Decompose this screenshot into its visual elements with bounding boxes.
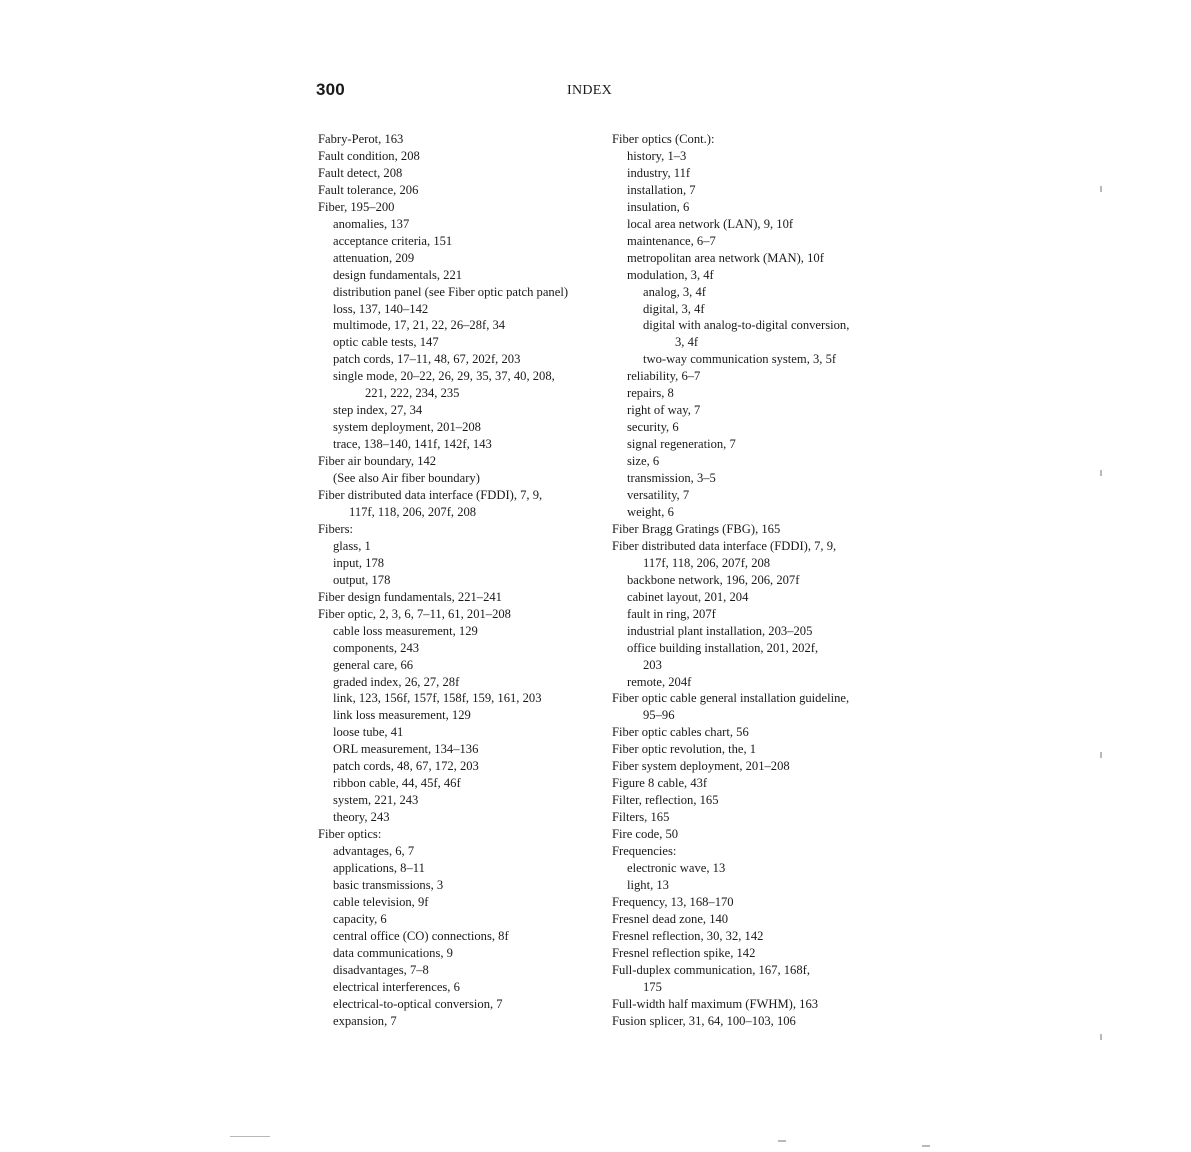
index-entry: Fault condition, 208 [318,148,420,163]
index-entry: disadvantages, 7–8 [333,962,429,977]
index-entry: 117f, 118, 206, 207f, 208 [349,504,477,519]
index-entry: data communications, 9 [333,945,453,960]
index-entry: analog, 3, 4f [643,284,706,299]
page-number: 300 [316,80,345,99]
index-entry: electrical interferences, 6 [333,979,460,994]
index-entry: Fiber Bragg Gratings (FBG), 165 [612,521,781,536]
index-entry: Fresnel reflection, 30, 32, 142 [612,928,764,943]
index-entry: graded index, 26, 27, 28f [333,674,460,689]
index-entry: Fault detect, 208 [318,165,403,180]
index-entry: reliability, 6–7 [627,369,701,384]
index-entry: system deployment, 201–208 [333,420,481,435]
index-entry: Fiber distributed data interface (FDDI), 7, 9, [612,538,837,553]
index-entry: Fusion splicer, 31, 64, 100–103, 106 [612,1013,796,1028]
index-entry: digital with analog-to-digital conversion, [643,318,850,333]
index-entry: expansion, 7 [333,1013,397,1028]
index-entry: Fresnel dead zone, 140 [612,911,729,926]
index-entry: patch cords, 48, 67, 172, 203 [333,759,479,774]
index-entry: loss, 137, 140–142 [333,301,429,316]
index-entry: (See also Air fiber boundary) [333,471,480,486]
index-entry: Fiber optic, 2, 3, 6, 7–11, 61, 201–208 [318,606,511,621]
index-entry: backbone network, 196, 206, 207f [627,572,800,587]
index-entry: Fiber distributed data interface (FDDI), 7, 9, [318,488,543,503]
index-entry: Fault tolerance, 206 [318,182,419,197]
index-entry: installation, 7 [627,182,696,197]
index-entry: multimode, 17, 21, 22, 26–28f, 34 [333,318,506,333]
index-entry: Fiber optics (Cont.): [612,132,715,146]
index-entry: optic cable tests, 147 [333,335,439,350]
index-entry: output, 178 [333,572,391,587]
index-entry: 203 [643,657,662,672]
index-entry: 221, 222, 234, 235 [365,386,460,401]
index-entry: local area network (LAN), 9, 10f [627,216,794,231]
index-entry: modulation, 3, 4f [627,267,714,282]
index-entry: industrial plant installation, 203–205 [627,623,813,638]
index-entry: Fiber design fundamentals, 221–241 [318,589,502,604]
index-entry: metropolitan area network (MAN), 10f [627,250,824,265]
index-entry: Fibers: [318,521,353,536]
index-entry: components, 243 [333,640,420,655]
index-entry: Full-width half maximum (FWHM), 163 [612,996,819,1011]
index-entry: ORL measurement, 134–136 [333,742,479,757]
index-entry: fault in ring, 207f [627,606,716,621]
index-entry: patch cords, 17–11, 48, 67, 202f, 203 [333,352,521,367]
index-entry: Fiber optics: [318,827,382,842]
index-entry: light, 13 [627,877,669,892]
index-entry: 3, 4f [675,335,699,350]
scan-speck [1100,1034,1102,1040]
index-entry: weight, 6 [627,504,674,519]
index-entry: repairs, 8 [627,386,674,401]
index-entry: Filters, 165 [612,810,670,825]
index-entry: security, 6 [627,420,679,435]
index-entry: electrical-to-optical conversion, 7 [333,996,503,1011]
index-entry: acceptance criteria, 151 [333,233,453,248]
index-entry: Fabry-Perot, 163 [318,132,404,146]
index-entry: signal regeneration, 7 [627,437,736,452]
index-entry: advantages, 6, 7 [333,844,415,859]
index-entry: design fundamentals, 221 [333,267,463,282]
index-entry: general care, 66 [333,657,414,672]
index-entry: Fire code, 50 [612,827,679,842]
index-entry: trace, 138–140, 141f, 142f, 143 [333,437,492,452]
index-entry: Fiber optic cable general installation guideline, [612,691,850,706]
index-entry: Figure 8 cable, 43f [612,776,708,791]
scan-speck [778,1140,786,1142]
index-entry: size, 6 [627,454,660,469]
index-entry: transmission, 3–5 [627,471,716,486]
index-column-right [612,131,912,1030]
index-entry: distribution panel (see Fiber optic patch panel) [333,284,569,299]
index-entry: single mode, 20–22, 26, 29, 35, 37, 40, 208, [333,369,555,384]
index-entry: capacity, 6 [333,911,387,926]
index-entry: insulation, 6 [627,199,690,214]
index-entry: digital, 3, 4f [643,301,705,316]
running-head: INDEX [567,83,613,98]
index-entry: system, 221, 243 [333,793,419,808]
scan-speck [922,1145,930,1147]
index-entry: Fiber optic revolution, the, 1 [612,742,757,757]
index-entry: Filter, reflection, 165 [612,793,719,808]
index-entry: office building installation, 201, 202f, [627,640,819,655]
index-entry: applications, 8–11 [333,860,425,875]
index-entry: theory, 243 [333,810,390,825]
index-entry: Fiber air boundary, 142 [318,454,437,469]
index-entry: loose tube, 41 [333,725,404,740]
index-entry: step index, 27, 34 [333,403,423,418]
scan-speck [1100,470,1102,476]
scan-speck [1100,186,1102,192]
index-entry: Frequency, 13, 168–170 [612,894,734,909]
scan-speck [1100,752,1102,758]
index-entry: cabinet layout, 201, 204 [627,589,749,604]
index-entry: remote, 204f [627,674,692,689]
index-entry: Frequencies: [612,844,677,859]
index-entry: anomalies, 137 [333,216,410,231]
index-entry: ribbon cable, 44, 45f, 46f [333,776,461,791]
index-entry: industry, 11f [627,165,691,180]
index-entry: 117f, 118, 206, 207f, 208 [643,555,771,570]
index-entry: Fiber system deployment, 201–208 [612,759,790,774]
index-entry: glass, 1 [333,538,371,553]
index-entry: Fiber optic cables chart, 56 [612,725,749,740]
index-column-left [318,131,610,1030]
index-entry: right of way, 7 [627,403,701,418]
index-entry: two-way communication system, 3, 5f [643,352,837,367]
index-entry: link loss measurement, 129 [333,708,471,723]
index-entry: cable loss measurement, 129 [333,623,478,638]
index-entry: Full-duplex communication, 167, 168f, [612,962,810,977]
scan-speck [230,1136,270,1137]
index-entry: basic transmissions, 3 [333,877,444,892]
index-entry: Fiber, 195–200 [318,199,395,214]
index-entry: Fresnel reflection spike, 142 [612,945,756,960]
index-entry: 175 [643,979,662,994]
index-entry: history, 1–3 [627,148,687,163]
index-entry: input, 178 [333,555,385,570]
index-entry: attenuation, 209 [333,250,415,265]
index-entry: 95–96 [643,708,675,723]
index-entry: maintenance, 6–7 [627,233,716,248]
index-entry: central office (CO) connections, 8f [333,928,509,943]
index-entry: electronic wave, 13 [627,860,726,875]
index-entry: link, 123, 156f, 157f, 158f, 159, 161, 203 [333,691,542,706]
index-entry: versatility, 7 [627,488,690,503]
index-entry: cable television, 9f [333,894,429,909]
